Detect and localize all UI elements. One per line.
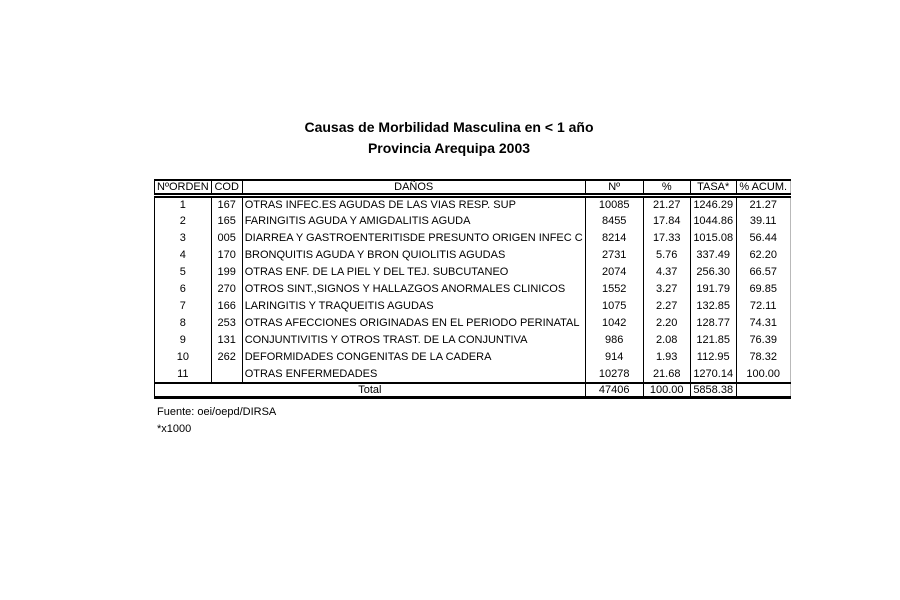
cell-cod: 005 — [211, 230, 242, 247]
cell-acum: 74.31 — [736, 315, 790, 332]
cell-tasa: 191.79 — [690, 281, 736, 298]
table-row — [155, 247, 791, 264]
cell-pct: 2.27 — [643, 298, 690, 315]
cell-danos: OTRAS INFEC.ES AGUDAS DE LAS VIAS RESP. SUP — [242, 196, 585, 213]
cell-cod: 167 — [211, 196, 242, 213]
cell-danos: LARINGITIS Y TRAQUEITIS AGUDAS — [242, 298, 585, 315]
total-n: 47406 — [585, 383, 643, 398]
cell-danos: BRONQUITIS AGUDA Y BRON QUIOLITIS AGUDAS — [242, 247, 585, 264]
table-row — [155, 315, 791, 332]
cell-cod — [211, 366, 242, 383]
total-pct: 100.00 — [643, 383, 690, 398]
cell-n: 10085 — [585, 196, 643, 213]
cell-orden: 8 — [155, 315, 212, 332]
col-header-n: Nº — [585, 180, 643, 196]
cell-danos: OTRAS ENF. DE LA PIEL Y DEL TEJ. SUBCUTANEO — [242, 264, 585, 281]
cell-tasa: 1246.29 — [690, 196, 736, 213]
cell-cod: 165 — [211, 213, 242, 230]
cell-n: 1075 — [585, 298, 643, 315]
cell-acum: 100.00 — [736, 366, 790, 383]
cell-pct: 5.76 — [643, 247, 690, 264]
cell-acum: 72.11 — [736, 298, 790, 315]
cell-cod: 270 — [211, 281, 242, 298]
cell-orden: 2 — [155, 213, 212, 230]
cell-n: 1042 — [585, 315, 643, 332]
cell-pct: 1.93 — [643, 349, 690, 366]
cell-danos: DEFORMIDADES CONGENITAS DE LA CADERA — [242, 349, 585, 366]
cell-orden: 1 — [155, 196, 212, 213]
table-row — [155, 264, 791, 281]
cell-tasa: 132.85 — [690, 298, 736, 315]
cell-pct: 17.84 — [643, 213, 690, 230]
morbidity-table — [154, 179, 791, 399]
table-row — [155, 332, 791, 349]
cell-acum: 66.57 — [736, 264, 790, 281]
col-header-pct: % — [643, 180, 690, 196]
cell-tasa: 112.95 — [690, 349, 736, 366]
cell-n: 1552 — [585, 281, 643, 298]
cell-tasa: 1270.14 — [690, 366, 736, 383]
col-header-orden: NºORDEN — [155, 180, 212, 196]
cell-tasa: 1015.08 — [690, 230, 736, 247]
cell-acum: 69.85 — [736, 281, 790, 298]
table-row — [155, 230, 791, 247]
total-row — [155, 383, 791, 398]
cell-cod: 170 — [211, 247, 242, 264]
page-title — [0, 117, 898, 159]
cell-danos: OTRAS AFECCIONES ORIGINADAS EN EL PERIODO PERINATAL — [242, 315, 585, 332]
cell-cod: 262 — [211, 349, 242, 366]
cell-orden: 3 — [155, 230, 212, 247]
cell-n: 2074 — [585, 264, 643, 281]
cell-orden: 10 — [155, 349, 212, 366]
cell-danos: OTROS SINT.,SIGNOS Y HALLAZGOS ANORMALES CLINICOS — [242, 281, 585, 298]
cell-n: 8455 — [585, 213, 643, 230]
cell-pct: 21.68 — [643, 366, 690, 383]
cell-cod: 199 — [211, 264, 242, 281]
cell-n: 914 — [585, 349, 643, 366]
cell-acum: 56.44 — [736, 230, 790, 247]
cell-tasa: 256.30 — [690, 264, 736, 281]
cell-acum: 76.39 — [736, 332, 790, 349]
cell-pct: 4.37 — [643, 264, 690, 281]
table-row — [155, 196, 791, 213]
table-row — [155, 298, 791, 315]
col-header-tasa: TASA* — [690, 180, 736, 196]
total-acum — [736, 383, 790, 398]
cell-n: 2731 — [585, 247, 643, 264]
cell-pct: 17.33 — [643, 230, 690, 247]
cell-n: 10278 — [585, 366, 643, 383]
cell-danos: CONJUNTIVITIS Y OTROS TRAST. DE LA CONJUNTIVA — [242, 332, 585, 349]
cell-pct: 2.08 — [643, 332, 690, 349]
cell-danos: OTRAS ENFERMEDADES — [242, 366, 585, 383]
cell-pct: 2.20 — [643, 315, 690, 332]
cell-danos: FARINGITIS AGUDA Y AMIGDALITIS AGUDA — [242, 213, 585, 230]
cell-orden: 7 — [155, 298, 212, 315]
cell-orden: 9 — [155, 332, 212, 349]
cell-acum: 78.32 — [736, 349, 790, 366]
cell-cod: 253 — [211, 315, 242, 332]
title-line-1: Causas de Morbilidad Masculina en < 1 año — [304, 119, 594, 135]
cell-danos: DIARREA Y GASTROENTERITISDE PRESUNTO ORIGEN INFEC C — [242, 230, 585, 247]
total-label: Total — [155, 383, 586, 398]
cell-orden: 11 — [155, 366, 212, 383]
cell-pct: 21.27 — [643, 196, 690, 213]
table-header-row — [155, 180, 791, 196]
cell-cod: 131 — [211, 332, 242, 349]
col-header-acum: % ACUM. — [736, 180, 790, 196]
cell-orden: 4 — [155, 247, 212, 264]
table-row — [155, 213, 791, 230]
cell-tasa: 121.85 — [690, 332, 736, 349]
cell-orden: 6 — [155, 281, 212, 298]
rate-footnote: *x1000 — [157, 423, 192, 435]
cell-pct: 3.27 — [643, 281, 690, 298]
source-note: Fuente: oei/oepd/DIRSA — [157, 406, 277, 418]
cell-n: 986 — [585, 332, 643, 349]
table-row — [155, 366, 791, 383]
cell-cod: 166 — [211, 298, 242, 315]
table-row — [155, 349, 791, 366]
col-header-cod: COD — [211, 180, 242, 196]
cell-tasa: 337.49 — [690, 247, 736, 264]
cell-orden: 5 — [155, 264, 212, 281]
cell-acum: 39.11 — [736, 213, 790, 230]
cell-tasa: 1044.86 — [690, 213, 736, 230]
cell-tasa: 128.77 — [690, 315, 736, 332]
table-row — [155, 281, 791, 298]
cell-n: 8214 — [585, 230, 643, 247]
cell-acum: 62.20 — [736, 247, 790, 264]
cell-acum: 21.27 — [736, 196, 790, 213]
title-line-2: Provincia Arequipa 2003 — [367, 140, 531, 156]
col-header-danos: DAÑOS — [242, 180, 585, 196]
total-tasa: 5858.38 — [690, 383, 736, 398]
table-body — [155, 196, 791, 383]
